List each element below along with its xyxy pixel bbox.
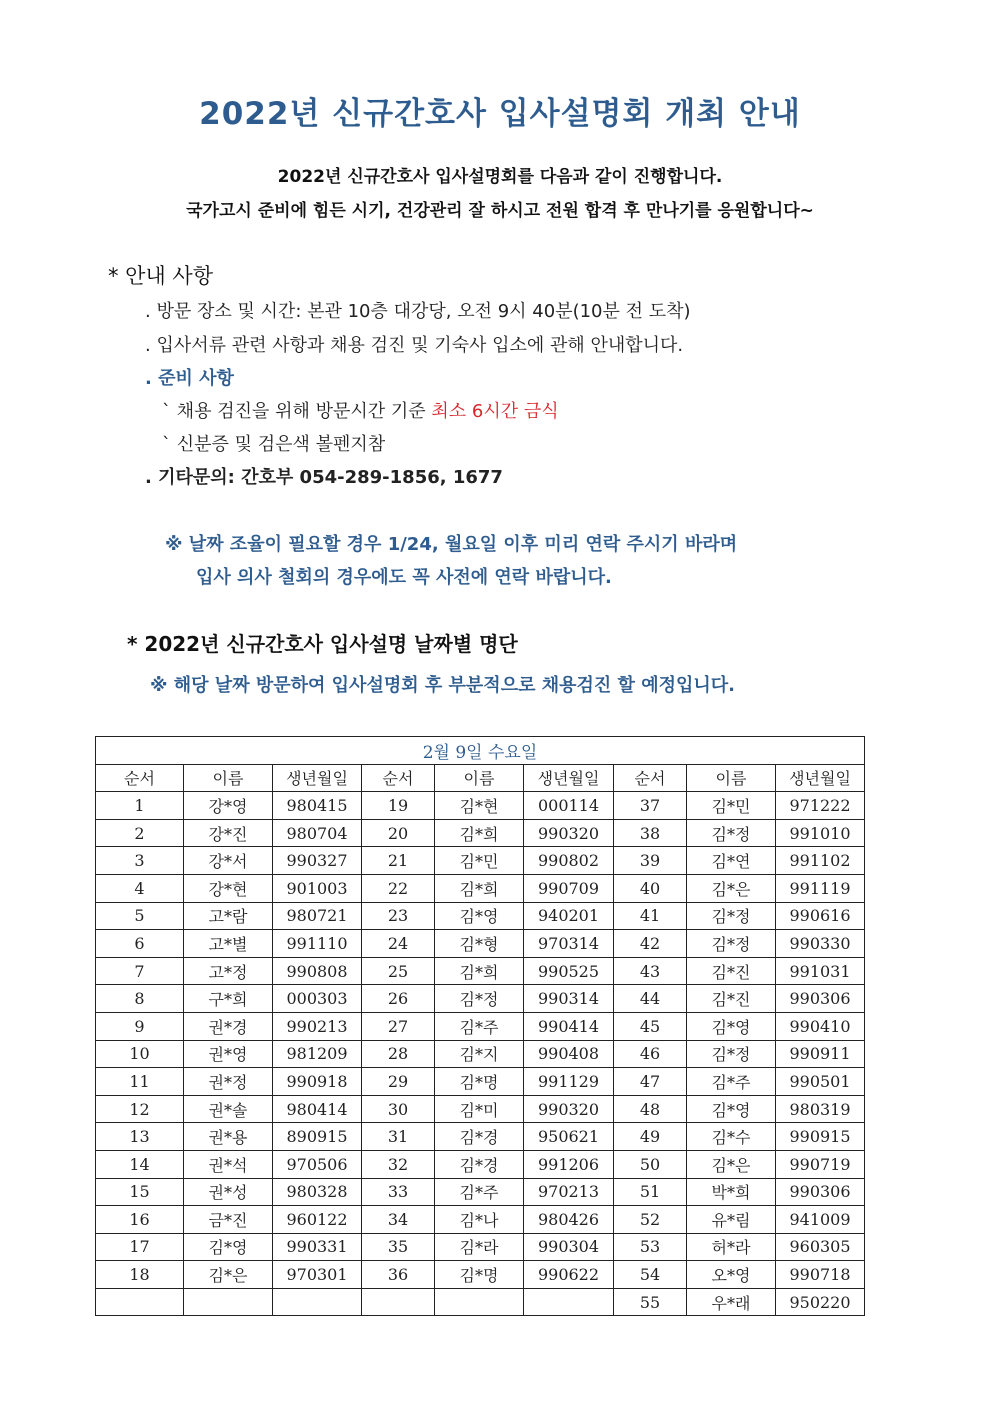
table-row (96, 957, 865, 985)
table-cell: 990616 (776, 902, 865, 930)
table-cell: 980415 (273, 792, 362, 820)
table-cell: 김*지 (435, 1040, 524, 1068)
table-cell: 김*정 (687, 819, 776, 847)
table-cell: 김*은 (184, 1261, 273, 1289)
table-cell: 김*경 (435, 1123, 524, 1151)
table-cell: 김*민 (435, 847, 524, 875)
table-cell: 940201 (524, 902, 614, 930)
table-cell: 991031 (776, 957, 865, 985)
table-cell: 9 (96, 1012, 184, 1040)
table-cell: 16 (96, 1206, 184, 1234)
table-cell: 941009 (776, 1206, 865, 1234)
table-cell: 강*진 (184, 819, 273, 847)
table-cell: 990304 (524, 1233, 614, 1261)
visit-info: . 방문 장소 및 시간: 본관 10층 대강당, 오전 9시 40분(10분 전 도착) (145, 301, 691, 322)
table-cell: 김*주 (687, 1068, 776, 1096)
table-cell: 김*진 (687, 985, 776, 1013)
table-row (96, 1012, 865, 1040)
table-cell: 990802 (524, 847, 614, 875)
table-cell: 990709 (524, 874, 614, 902)
table-cell: 54 (614, 1261, 687, 1289)
table-cell: 990719 (776, 1150, 865, 1178)
roster-table (95, 736, 865, 1316)
table-cell: 970301 (273, 1261, 362, 1289)
table-cell: 45 (614, 1012, 687, 1040)
table-cell: 권*석 (184, 1150, 273, 1178)
table-cell: 990314 (524, 985, 614, 1013)
table-cell: 권*성 (184, 1178, 273, 1206)
table-row (96, 1150, 865, 1178)
table-cell: 강*서 (184, 847, 273, 875)
date-note-line-1: ※ 날짜 조율이 필요할 경우 1/24, 월요일 이후 미리 연락 주시기 바라며 (165, 534, 738, 555)
table-cell: 고*람 (184, 902, 273, 930)
table-cell: 김*명 (435, 1068, 524, 1096)
table-cell: 권*용 (184, 1123, 273, 1151)
table-cell: 김*희 (435, 874, 524, 902)
table-cell (435, 1288, 524, 1316)
notice-heading: * 안내 사항 (108, 264, 213, 288)
table-cell: 991010 (776, 819, 865, 847)
table-cell: 42 (614, 930, 687, 958)
table-cell: 김*영 (435, 902, 524, 930)
table-cell: 30 (362, 1095, 435, 1123)
table-cell: 28 (362, 1040, 435, 1068)
table-row (96, 1068, 865, 1096)
table-cell: 40 (614, 874, 687, 902)
column-header: 생년월일 (776, 764, 865, 792)
table-cell: 3 (96, 847, 184, 875)
table-cell: 901003 (273, 874, 362, 902)
table-cell: 53 (614, 1233, 687, 1261)
table-cell: 15 (96, 1178, 184, 1206)
table-cell: 44 (614, 985, 687, 1013)
table-cell: 김*영 (184, 1233, 273, 1261)
table-cell: 8 (96, 985, 184, 1013)
table-cell: 51 (614, 1178, 687, 1206)
table-cell: 990408 (524, 1040, 614, 1068)
table-cell: 13 (96, 1123, 184, 1151)
table-row (96, 1178, 865, 1206)
table-cell: 37 (614, 792, 687, 820)
table-cell: 980319 (776, 1095, 865, 1123)
docs-info: . 입사서류 관련 사항과 채용 검진 및 기숙사 입소에 관해 안내합니다. (145, 335, 684, 356)
table-cell: 52 (614, 1206, 687, 1234)
table-cell: 김*경 (435, 1150, 524, 1178)
table-cell: 990320 (524, 819, 614, 847)
table-cell: 김*은 (687, 874, 776, 902)
table-row (96, 874, 865, 902)
table-cell: 19 (362, 792, 435, 820)
table-cell: 22 (362, 874, 435, 902)
fasting-highlight: 최소 6시간 금식 (431, 401, 559, 422)
column-header: 생년월일 (273, 764, 362, 792)
table-cell: 980426 (524, 1206, 614, 1234)
table-cell: 970314 (524, 930, 614, 958)
table-cell: 970213 (524, 1178, 614, 1206)
table-cell: 990331 (273, 1233, 362, 1261)
table-cell: 50 (614, 1150, 687, 1178)
table-cell: 20 (362, 819, 435, 847)
table-cell: 김*진 (687, 957, 776, 985)
table-cell: 55 (614, 1288, 687, 1316)
table-cell: 11 (96, 1068, 184, 1096)
table-cell: 33 (362, 1178, 435, 1206)
table-cell: 권*정 (184, 1068, 273, 1096)
table-cell: 950621 (524, 1123, 614, 1151)
table-cell: 990918 (273, 1068, 362, 1096)
table-cell: 990622 (524, 1261, 614, 1289)
table-cell: 김*영 (687, 1095, 776, 1123)
table-cell: 김*은 (687, 1150, 776, 1178)
table-cell: 21 (362, 847, 435, 875)
table-cell: 김*명 (435, 1261, 524, 1289)
table-cell: 39 (614, 847, 687, 875)
table-cell: 990306 (776, 1178, 865, 1206)
table-cell: 46 (614, 1040, 687, 1068)
table-cell: 4 (96, 874, 184, 902)
table-cell: 김*정 (687, 902, 776, 930)
table-cell: 5 (96, 902, 184, 930)
table-cell: 강*영 (184, 792, 273, 820)
table-row (96, 1095, 865, 1123)
table-cell: 25 (362, 957, 435, 985)
table-cell: 991110 (273, 930, 362, 958)
table-row (96, 1233, 865, 1261)
table-cell: 권*경 (184, 1012, 273, 1040)
table-date: 2월 9일 수요일 (96, 737, 865, 765)
table-cell: 김*나 (435, 1206, 524, 1234)
table-cell: 970506 (273, 1150, 362, 1178)
table-cell: 991129 (524, 1068, 614, 1096)
table-cell: 김*정 (687, 1040, 776, 1068)
table-cell: 43 (614, 957, 687, 985)
table-cell: 12 (96, 1095, 184, 1123)
table-cell: 990718 (776, 1261, 865, 1289)
table-cell: 27 (362, 1012, 435, 1040)
column-header: 이름 (435, 764, 524, 792)
table-cell: 29 (362, 1068, 435, 1096)
table-cell: 32 (362, 1150, 435, 1178)
table-cell: 금*진 (184, 1206, 273, 1234)
table-cell: 981209 (273, 1040, 362, 1068)
table-cell: 980721 (273, 902, 362, 930)
table-cell: 18 (96, 1261, 184, 1289)
table-cell: 김*희 (435, 819, 524, 847)
table-cell: 김*주 (435, 1178, 524, 1206)
table-row (96, 847, 865, 875)
table-cell: 1 (96, 792, 184, 820)
table-cell: 980704 (273, 819, 362, 847)
table-cell: 김*정 (687, 930, 776, 958)
table-cell: 권*솔 (184, 1095, 273, 1123)
table-cell: 000303 (273, 985, 362, 1013)
table-cell: 990414 (524, 1012, 614, 1040)
table-cell: 990808 (273, 957, 362, 985)
table-row (96, 792, 865, 820)
table-cell: 31 (362, 1123, 435, 1151)
prep-item-fasting-text: ` 채용 검진을 위해 방문시간 기준 (162, 401, 432, 422)
table-cell: 김*희 (435, 957, 524, 985)
table-cell: 고*별 (184, 930, 273, 958)
table-cell: 김*라 (435, 1233, 524, 1261)
table-cell: 990327 (273, 847, 362, 875)
list-heading: * 2022년 신규간호사 입사설명 날짜별 명단 (127, 632, 518, 656)
column-header: 이름 (184, 764, 273, 792)
table-cell: 991102 (776, 847, 865, 875)
column-header: 순서 (96, 764, 184, 792)
table-cell: 41 (614, 902, 687, 930)
table-cell: 김*현 (435, 792, 524, 820)
table-body (96, 792, 865, 1316)
table-cell: 960122 (273, 1206, 362, 1234)
table-cell: 구*희 (184, 985, 273, 1013)
table-cell: 김*정 (435, 985, 524, 1013)
table-cell: 000114 (524, 792, 614, 820)
contact-info: . 기타문의: 간호부 054-289-1856, 1677 (145, 467, 503, 488)
page-title: 2022년 신규간호사 입사설명회 개최 안내 (199, 96, 801, 132)
table-cell: 권*영 (184, 1040, 273, 1068)
table-cell: 10 (96, 1040, 184, 1068)
table-cell: 980328 (273, 1178, 362, 1206)
table-header-row (96, 764, 865, 792)
intro-line-2: 국가고시 준비에 힘든 시기, 건강관리 잘 하시고 전원 합격 후 만나기를 응원합니다~ (186, 201, 814, 221)
table-cell: 김*민 (687, 792, 776, 820)
table-cell: 17 (96, 1233, 184, 1261)
table-cell: 47 (614, 1068, 687, 1096)
table-cell (524, 1288, 614, 1316)
prep-item-fasting (162, 397, 559, 423)
table-row (96, 902, 865, 930)
table-cell: 36 (362, 1261, 435, 1289)
table-row (96, 930, 865, 958)
table-cell: 2 (96, 819, 184, 847)
table-cell: 890915 (273, 1123, 362, 1151)
table-cell: 26 (362, 985, 435, 1013)
table-cell: 김*연 (687, 847, 776, 875)
table-cell: 950220 (776, 1288, 865, 1316)
table-cell: 990410 (776, 1012, 865, 1040)
table-cell: 990320 (524, 1095, 614, 1123)
table-cell: 우*래 (687, 1288, 776, 1316)
table-cell: 991206 (524, 1150, 614, 1178)
table-row (96, 1288, 865, 1316)
table-cell: 6 (96, 930, 184, 958)
table-cell: 990911 (776, 1040, 865, 1068)
table-cell: 34 (362, 1206, 435, 1234)
table-cell: 990501 (776, 1068, 865, 1096)
table-cell: 990915 (776, 1123, 865, 1151)
table-cell: 991119 (776, 874, 865, 902)
table-cell: 990213 (273, 1012, 362, 1040)
table-cell: 35 (362, 1233, 435, 1261)
column-header: 순서 (614, 764, 687, 792)
intro-line-1: 2022년 신규간호사 입사설명회를 다음과 같이 진행합니다. (277, 167, 723, 187)
table-cell: 980414 (273, 1095, 362, 1123)
column-header: 생년월일 (524, 764, 614, 792)
table-row (96, 819, 865, 847)
table-cell: 48 (614, 1095, 687, 1123)
table-cell: 김*수 (687, 1123, 776, 1151)
column-header: 이름 (687, 764, 776, 792)
table-cell: 김*미 (435, 1095, 524, 1123)
table-cell: 990306 (776, 985, 865, 1013)
table-row (96, 1206, 865, 1234)
table-cell: 7 (96, 957, 184, 985)
table-cell: 23 (362, 902, 435, 930)
table-cell: 유*림 (687, 1206, 776, 1234)
table-cell: 990525 (524, 957, 614, 985)
list-note: ※ 해당 날짜 방문하여 입사설명회 후 부분적으로 채용검진 할 예정입니다. (150, 675, 735, 696)
table-row (96, 1261, 865, 1289)
table-date-row (96, 737, 865, 765)
table-cell: 24 (362, 930, 435, 958)
table-cell: 960305 (776, 1233, 865, 1261)
table-cell: 38 (614, 819, 687, 847)
table-cell: 김*주 (435, 1012, 524, 1040)
table-cell: 김*영 (687, 1012, 776, 1040)
table-cell: 박*희 (687, 1178, 776, 1206)
table-cell: 오*영 (687, 1261, 776, 1289)
table-cell (273, 1288, 362, 1316)
column-header: 순서 (362, 764, 435, 792)
table-cell (184, 1288, 273, 1316)
prep-item-id: ` 신분증 및 검은색 볼펜지참 (162, 434, 386, 455)
table-row (96, 1123, 865, 1151)
table-row (96, 1040, 865, 1068)
table-cell: 김*형 (435, 930, 524, 958)
table-cell: 971222 (776, 792, 865, 820)
date-note-line-2: 입사 의사 철회의 경우에도 꼭 사전에 연락 바랍니다. (196, 567, 612, 588)
table-cell: 강*현 (184, 874, 273, 902)
prep-heading: . 준비 사항 (145, 368, 234, 389)
table-cell (96, 1288, 184, 1316)
table-cell: 14 (96, 1150, 184, 1178)
table-cell: 49 (614, 1123, 687, 1151)
table-row (96, 985, 865, 1013)
table-cell (362, 1288, 435, 1316)
table-cell: 고*정 (184, 957, 273, 985)
table-cell: 허*라 (687, 1233, 776, 1261)
table-cell: 990330 (776, 930, 865, 958)
